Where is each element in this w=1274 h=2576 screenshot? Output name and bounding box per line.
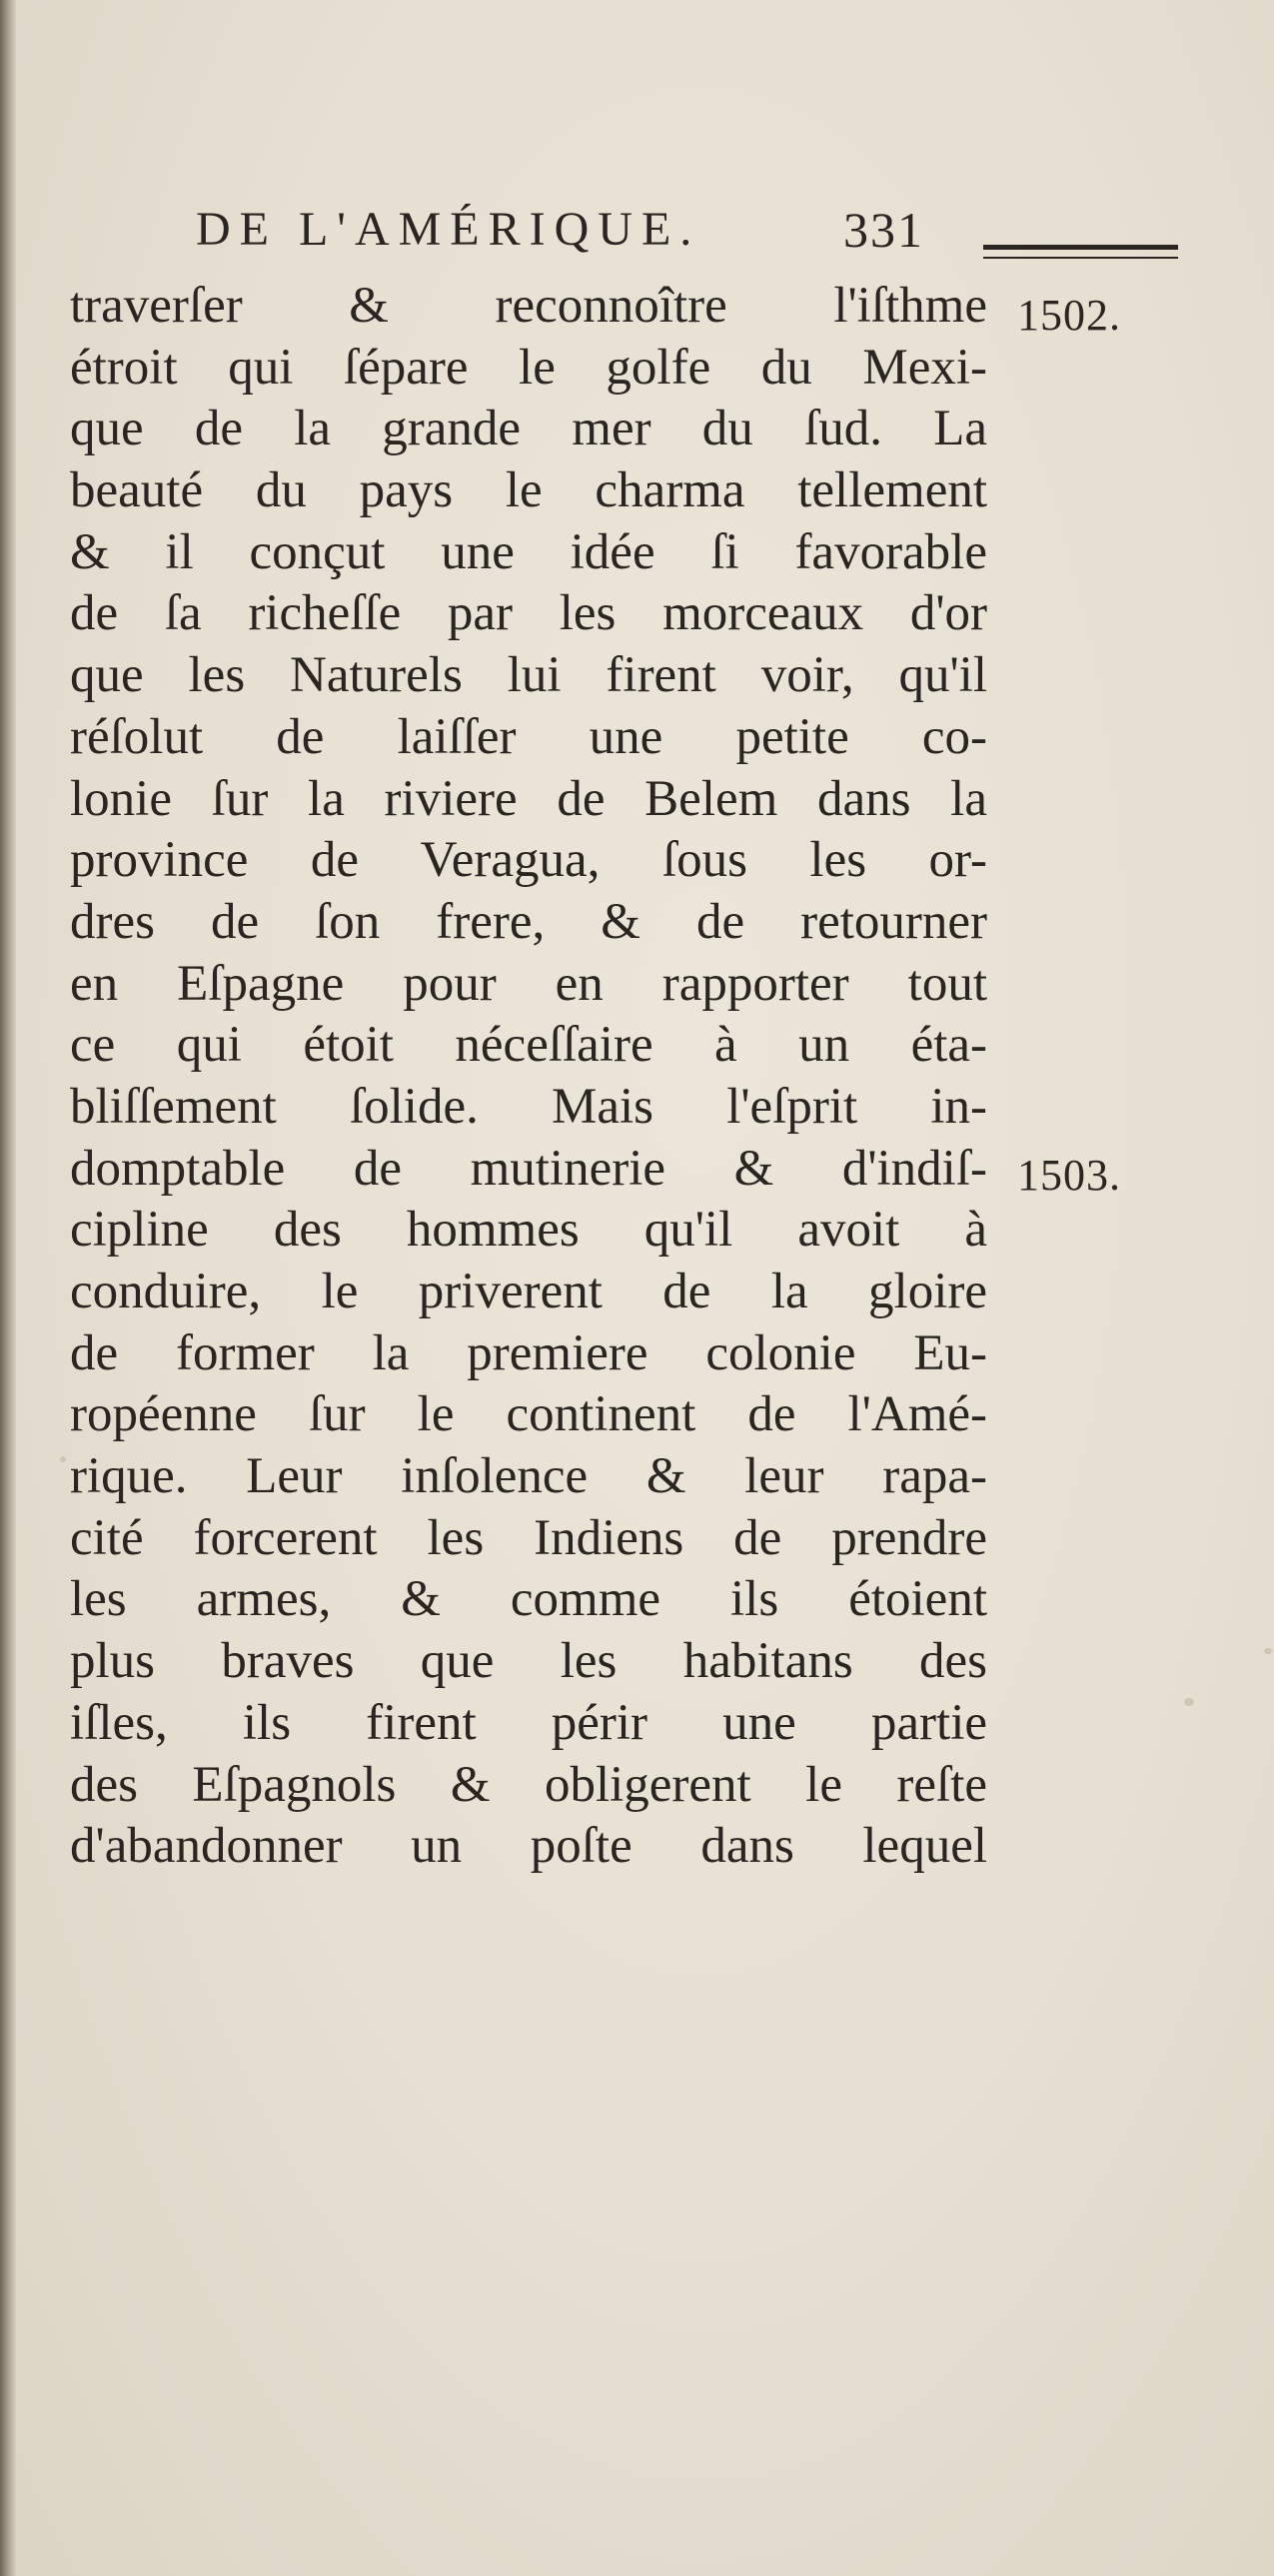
text-line: dres de ſon frere, & de retourner (70, 893, 987, 950)
page-header (196, 195, 1185, 265)
margin-note-year: 1502. (1017, 291, 1121, 340)
paper-stain (1264, 1648, 1272, 1654)
text-line: domptable de mutinerie & d'indiſ- (70, 1140, 987, 1197)
text-line: étroit qui ſépare le golfe du Mexi- (70, 339, 987, 396)
paper-stain (60, 1456, 66, 1462)
text-line: traverſer & reconnoître l'iſthme (70, 278, 987, 334)
text-line: conduire, le priverent de la gloire (70, 1264, 987, 1319)
text-line: rique. Leur inſolence & leur rapa- (70, 1448, 987, 1505)
text-line: province de Veragua, ſous les or- (70, 832, 987, 889)
text-line: d'abandonner un poſte dans lequel (70, 1818, 987, 1875)
text-line: ce qui étoit néceſſaire à un éta- (70, 1017, 987, 1074)
header-rule (983, 245, 1178, 259)
text-line: cipline des hommes qu'il avoit à (70, 1202, 987, 1259)
text-line: beauté du pays le charma tellement (70, 462, 987, 519)
text-line: les armes, & comme ils étoient (70, 1571, 987, 1628)
text-line: ropéenne ſur le continent de l'Amé- (70, 1386, 987, 1443)
text-line: en Eſpagne pour en rapporter tout (70, 955, 987, 1012)
text-line: réſolut de laiſſer une petite co- (70, 708, 987, 765)
body-text (70, 276, 987, 1878)
margin-note-year: 1503. (1017, 1151, 1121, 1200)
running-head: DE L'AMÉRIQUE. (196, 203, 701, 256)
book-gutter (0, 0, 16, 2576)
page-number: 331 (843, 202, 924, 258)
text-line: des Eſpagnols & obligerent le reſte (70, 1756, 987, 1813)
text-line: & il conçut une idée ſi favorable (70, 523, 987, 580)
text-line: bliſſement ſolide. Mais l'eſprit in- (70, 1078, 987, 1135)
text-line: iſles, ils firent périr une partie (70, 1694, 987, 1751)
text-line: que de la grande mer du ſud. La (70, 401, 987, 457)
text-line: que les Naturels lui firent voir, qu'il (70, 647, 987, 704)
text-line: cité forcerent les Indiens de prendre (70, 1509, 987, 1566)
text-line: plus braves que les habitans des (70, 1633, 987, 1690)
paper-stain (1184, 1698, 1194, 1706)
text-line: de ſa richeſſe par les morceaux d'or (70, 585, 987, 642)
text-line: de former la premiere colonie Eu- (70, 1324, 987, 1381)
text-line: lonie ſur la riviere de Belem dans la (70, 770, 987, 827)
